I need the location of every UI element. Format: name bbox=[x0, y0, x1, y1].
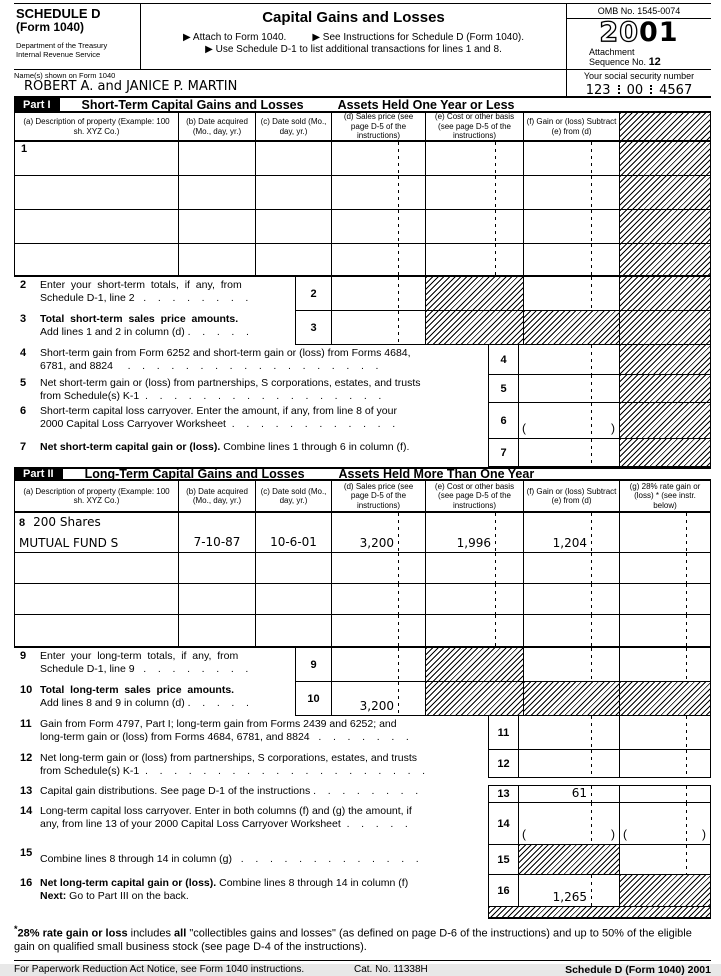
line5-box: 5 bbox=[488, 375, 518, 403]
line7-blocked-g bbox=[619, 439, 711, 467]
paren-close: ) bbox=[702, 827, 706, 841]
part2-label: Part II bbox=[14, 469, 63, 479]
line8-row2 bbox=[14, 553, 711, 584]
line3-blocked-e bbox=[425, 311, 523, 345]
grid-cell-e[interactable] bbox=[425, 615, 523, 648]
form-id-block bbox=[14, 4, 140, 69]
line11-number: 11 bbox=[20, 718, 32, 730]
line11-amount-f[interactable] bbox=[518, 716, 619, 750]
line8-date-sold[interactable]: 10-6-01 bbox=[255, 513, 331, 553]
line10-value: 3,200 bbox=[359, 699, 394, 713]
line14-box: 14 bbox=[488, 803, 518, 845]
sequence-number: 12 bbox=[648, 56, 661, 68]
line5-blocked-g bbox=[619, 375, 711, 403]
line13-amount-g[interactable] bbox=[619, 785, 711, 803]
grid-cell-g-blocked bbox=[619, 210, 711, 244]
grid-cell-e[interactable] bbox=[425, 584, 523, 615]
grid-cell-f[interactable] bbox=[523, 244, 619, 277]
year-solid-digits: 01 bbox=[639, 17, 679, 48]
line13-value: 61 bbox=[571, 786, 587, 800]
line14-amount-f[interactable] bbox=[518, 803, 619, 845]
grid-cell-b[interactable] bbox=[178, 244, 255, 277]
line14-text bbox=[40, 803, 488, 845]
line16-text-1 bbox=[40, 877, 488, 890]
line2-amount-f[interactable] bbox=[523, 277, 619, 311]
line8-gain-value: 1,204 bbox=[552, 536, 587, 550]
line16-box: 16 bbox=[488, 875, 518, 907]
line13-text bbox=[40, 785, 488, 803]
line2-text bbox=[40, 277, 295, 311]
part2-subtitle: Assets Held More Than One Year bbox=[338, 467, 535, 481]
grid-cell-f[interactable] bbox=[523, 210, 619, 244]
line10-amount-d[interactable] bbox=[331, 682, 425, 716]
line3-blocked-f bbox=[523, 311, 619, 345]
name-ssn-row bbox=[14, 70, 711, 98]
line5-number: 5 bbox=[20, 377, 27, 389]
line4-box: 4 bbox=[488, 345, 518, 375]
part1-label: Part I bbox=[14, 98, 60, 111]
footnote-text2: "collectibles gains and losses" (as defined on page D-6 of the instructions) and up to 50% of the eligible gain on qualified small business stock (see page D-4 of the instructions). bbox=[14, 927, 692, 954]
grid-cell-e[interactable] bbox=[425, 210, 523, 244]
line16-amount-f[interactable] bbox=[518, 875, 619, 907]
line13-number: 13 bbox=[20, 785, 33, 797]
ssn-block bbox=[566, 70, 711, 96]
year-outline-digits: 20 bbox=[599, 17, 639, 48]
line16-rest1: Combine lines 8 through 14 in column (f) bbox=[216, 877, 409, 889]
col-f-header: (f) Gain or (loss) Subtract (e) from (d) bbox=[523, 481, 619, 513]
line-2 bbox=[14, 277, 711, 311]
line4-amount-f[interactable] bbox=[518, 345, 619, 375]
ssn-field[interactable] bbox=[567, 83, 711, 98]
paren-open: ( bbox=[522, 421, 526, 435]
line8-sales-price[interactable] bbox=[331, 513, 425, 553]
paren-open: ( bbox=[522, 827, 526, 841]
line2-number: 2 bbox=[20, 279, 27, 291]
col-b-header: (b) Date acquired (Mo., day, yr.) bbox=[178, 481, 255, 513]
line1-row2 bbox=[14, 176, 711, 210]
grid-cell-d[interactable] bbox=[331, 615, 425, 648]
paren-close: ) bbox=[611, 421, 615, 435]
col-g-blocked-header bbox=[619, 113, 711, 142]
see-instructions: ▶ See Instructions for Schedule D (Form 1040). bbox=[312, 32, 524, 43]
line10-text bbox=[40, 682, 295, 716]
grid-cell-b[interactable] bbox=[178, 553, 255, 584]
footnote-bold1: 28% rate gain or loss bbox=[17, 927, 128, 940]
line11-text bbox=[40, 716, 488, 750]
grid-cell-b[interactable] bbox=[178, 615, 255, 648]
line7-rest: Combine lines 1 through 6 in column (f). bbox=[220, 441, 410, 453]
paren-close: ) bbox=[611, 827, 615, 841]
line10-bold: Total long-term sales price amounts. bbox=[40, 684, 235, 696]
part2-column-headers bbox=[14, 481, 711, 513]
grid-cell-g[interactable] bbox=[619, 615, 711, 648]
line11-text-1: Gain from Form 4797, Part I; long-term gain from Forms 2439 and 6252; and bbox=[40, 718, 397, 730]
line16-number: 16 bbox=[20, 877, 33, 889]
grid-cell-c[interactable] bbox=[255, 244, 331, 277]
col-e-header: (e) Cost or other basis (see page D-5 of the instructions) bbox=[425, 113, 523, 142]
line8-description-cell[interactable] bbox=[14, 513, 178, 553]
line2-box: 2 bbox=[295, 277, 331, 311]
grid-cell-f[interactable] bbox=[523, 176, 619, 210]
form-title-block bbox=[140, 4, 566, 69]
footnote-asterisk: * bbox=[14, 924, 18, 934]
line12-text bbox=[40, 750, 488, 778]
taxpayer-name-field[interactable]: ROBERT A. and JANICE P. MARTIN bbox=[24, 79, 238, 94]
line-12 bbox=[14, 750, 711, 778]
line8-number: 8 bbox=[19, 517, 26, 529]
form-header bbox=[14, 3, 711, 70]
paren-open: ( bbox=[623, 827, 627, 841]
line9-amount-g[interactable] bbox=[619, 648, 711, 682]
line2-text-1: Enter your short-term totals, if any, from bbox=[40, 279, 242, 291]
line5-text bbox=[40, 375, 488, 403]
grid-cell-g-blocked bbox=[619, 142, 711, 176]
line7-text bbox=[40, 439, 488, 467]
line13-text-1: Capital gain distributions. See page D-1 of the instructions . . . . . . . . bbox=[40, 785, 419, 797]
grid-cell-c[interactable] bbox=[255, 176, 331, 210]
grid-cell-a[interactable] bbox=[14, 176, 178, 210]
line16-bold1: Net long-term capital gain or (loss). bbox=[40, 877, 217, 889]
line3-number: 3 bbox=[20, 313, 27, 325]
line9-text-2: Schedule D-1, line 9 . . . . . . . . bbox=[40, 662, 249, 675]
part1-title: Short-Term Capital Gains and Losses bbox=[81, 97, 304, 112]
line2-text-2: Schedule D-1, line 2 . . . . . . . . bbox=[40, 291, 249, 304]
col-a-header: (a) Description of property (Example: 100 sh. XYZ Co.) bbox=[14, 481, 178, 513]
ssn-part1: 123 bbox=[585, 83, 611, 98]
attachment-label: Attachment bbox=[589, 47, 635, 57]
line12-amount-g[interactable] bbox=[619, 750, 711, 778]
line7-box: 7 bbox=[488, 439, 518, 467]
grid-cell-a[interactable] bbox=[14, 584, 178, 615]
line10-blocked-g bbox=[619, 682, 711, 716]
line14-amount-g[interactable] bbox=[619, 803, 711, 845]
paperwork-notice: For Paperwork Reduction Act Notice, see Form 1040 instructions. bbox=[14, 963, 305, 975]
line4-number: 4 bbox=[20, 347, 27, 359]
line3-blocked-g bbox=[619, 311, 711, 345]
agency-line2: Internal Revenue Service bbox=[16, 49, 101, 59]
grid-cell-a[interactable] bbox=[14, 210, 178, 244]
agency-line1: Department of the Treasury bbox=[16, 41, 108, 50]
line-5 bbox=[14, 375, 711, 403]
grid-cell-d[interactable] bbox=[331, 584, 425, 615]
grid-cell-d[interactable] bbox=[331, 553, 425, 584]
grid-cell-b[interactable] bbox=[178, 584, 255, 615]
line2-amount-d[interactable] bbox=[331, 277, 425, 311]
grid-cell-a[interactable] bbox=[14, 553, 178, 584]
grid-cell-d[interactable] bbox=[331, 176, 425, 210]
line1-row4 bbox=[14, 244, 711, 277]
col-e-header: (e) Cost or other basis (see page D-5 of the instructions) bbox=[425, 481, 523, 513]
line-7 bbox=[14, 439, 711, 467]
line9-number: 9 bbox=[20, 650, 27, 662]
line13-amount-f[interactable] bbox=[518, 785, 619, 803]
line9-amount-d[interactable] bbox=[331, 648, 425, 682]
line6-text-2: 2000 Capital Loss Carryover Worksheet . . . . . . . . . . . . bbox=[40, 417, 396, 430]
line6-blocked-g bbox=[619, 403, 711, 439]
grid-cell-d[interactable] bbox=[331, 244, 425, 277]
sequence-label: Sequence No. bbox=[589, 57, 647, 67]
line6-text-1: Short-term capital loss carryover. Enter the amount, if any, from line 8 of your bbox=[40, 405, 397, 417]
line9-text-1: Enter your long-term totals, if any, from bbox=[40, 650, 239, 662]
line8-cost-value: 1,996 bbox=[456, 536, 491, 550]
line16-rest2: Go to Part III on the back. bbox=[66, 889, 189, 902]
grid-cell-c[interactable] bbox=[255, 142, 331, 176]
line16-text-2 bbox=[40, 890, 488, 903]
col-a-header: (a) Description of property (Example: 100 sh. XYZ Co.) bbox=[14, 113, 178, 142]
line16-value: 1,265 bbox=[552, 890, 587, 904]
line5-text-2: from Schedule(s) K-1 . . . . . . . . . . . . . . . . . bbox=[40, 389, 382, 402]
line8-row3 bbox=[14, 584, 711, 615]
grid-cell-c[interactable] bbox=[255, 615, 331, 648]
col-c-header: (c) Date sold (Mo., day, yr.) bbox=[255, 113, 331, 142]
schedule-name: SCHEDULE D bbox=[16, 6, 101, 21]
line6-amount-f[interactable] bbox=[518, 403, 619, 439]
line6-box: 6 bbox=[488, 403, 518, 439]
ssn-part3: 4567 bbox=[659, 83, 693, 98]
line-13 bbox=[14, 785, 711, 803]
line12-text-1: Net long-term gain or (loss) from partnerships, S corporations, estates, and trusts bbox=[40, 752, 417, 764]
line3-text bbox=[40, 311, 295, 345]
grid-cell-f[interactable] bbox=[523, 142, 619, 176]
instruction-row bbox=[141, 32, 566, 44]
line-3 bbox=[14, 311, 711, 345]
ssn-part2: 00 bbox=[626, 83, 644, 98]
line5-amount-f[interactable] bbox=[518, 375, 619, 403]
grid-cell-f[interactable] bbox=[523, 615, 619, 648]
line15-box: 15 bbox=[488, 845, 518, 875]
line7-amount-f[interactable] bbox=[518, 439, 619, 467]
line10-text-2: Add lines 8 and 9 in column (d) . . . . . bbox=[40, 696, 249, 709]
line12-gap bbox=[14, 778, 711, 785]
name-label: Name(s) shown on Form 1040 bbox=[14, 71, 116, 80]
form-number: (Form 1040) bbox=[16, 20, 85, 34]
grid-cell-b[interactable] bbox=[178, 176, 255, 210]
grid-cell-c[interactable] bbox=[255, 210, 331, 244]
grid-cell-e[interactable] bbox=[425, 176, 523, 210]
line10-number: 10 bbox=[20, 684, 33, 696]
line6-number: 6 bbox=[20, 405, 27, 417]
line4-text bbox=[40, 345, 488, 375]
line8-cost-basis[interactable] bbox=[425, 513, 523, 553]
line8-date-acquired[interactable]: 7-10-87 bbox=[178, 513, 255, 553]
line2-blocked-g bbox=[619, 277, 711, 311]
line-9 bbox=[14, 648, 711, 682]
line5-text-1: Net short-term gain or (loss) from partnerships, S corporations, estates, and trusts bbox=[40, 377, 421, 389]
grid-cell-e[interactable] bbox=[425, 142, 523, 176]
line10-box: 10 bbox=[295, 682, 331, 716]
line4-text-1: Short-term gain from Form 6252 and short-term gain or (loss) from Forms 4684, bbox=[40, 347, 411, 359]
line9-text bbox=[40, 648, 295, 682]
col-f-header: (f) Gain or (loss) Subtract (e) from (d) bbox=[523, 113, 619, 142]
line12-amount-f[interactable] bbox=[518, 750, 619, 778]
col-b-header: (b) Date acquired (Mo., day, yr.) bbox=[178, 113, 255, 142]
line2-blocked-e bbox=[425, 277, 523, 311]
form-title: Capital Gains and Losses bbox=[262, 9, 445, 26]
part2-bar bbox=[14, 467, 711, 481]
line-11 bbox=[14, 716, 711, 750]
line11-text-2: long-term gain or (loss) from Forms 4684, 6781, and 8824 . . . . . . . bbox=[40, 730, 409, 743]
grid-cell-a[interactable] bbox=[14, 615, 178, 648]
line-15 bbox=[14, 845, 711, 875]
line12-box: 12 bbox=[488, 750, 518, 778]
line3-box: 3 bbox=[295, 311, 331, 345]
line7-number: 7 bbox=[20, 441, 27, 453]
sequence-line bbox=[567, 57, 711, 67]
line1-row3 bbox=[14, 210, 711, 244]
tax-year bbox=[567, 19, 711, 47]
line4-text-2: 6781, and 8824 . . . . . . . . . . . . . . . . . . bbox=[40, 359, 379, 372]
line15-number: 15 bbox=[20, 847, 33, 859]
line14-number: 14 bbox=[20, 805, 33, 817]
omb-number: OMB No. 1545-0074 bbox=[567, 4, 711, 19]
line1-row1 bbox=[14, 142, 711, 176]
line11-amount-g[interactable] bbox=[619, 716, 711, 750]
line12-text-2: from Schedule(s) K-1 . . . . . . . . . . . . . . . . . . . . bbox=[40, 764, 426, 777]
col-d-header: (d) Sales price (see page D-5 of the instructions) bbox=[331, 113, 425, 142]
line8-desc-line1 bbox=[19, 515, 178, 529]
line15-text bbox=[40, 845, 488, 875]
ssn-divider bbox=[618, 85, 620, 98]
page-footer bbox=[14, 960, 711, 976]
line-16 bbox=[14, 875, 711, 907]
grid-cell-d[interactable] bbox=[331, 210, 425, 244]
grid-cell-f[interactable] bbox=[523, 584, 619, 615]
part2-title: Long-Term Capital Gains and Losses bbox=[84, 467, 305, 481]
line3-amount-d[interactable] bbox=[331, 311, 425, 345]
footnote-bold2: all bbox=[174, 927, 187, 940]
line12-number: 12 bbox=[20, 752, 33, 764]
line3-bold: Total short-term sales price amounts. bbox=[40, 313, 239, 325]
footnote bbox=[14, 919, 711, 955]
grid-cell-b[interactable] bbox=[178, 142, 255, 176]
line15-amount-g[interactable] bbox=[619, 845, 711, 875]
col-g-header: (g) 28% rate gain or (loss) * (see instr. below) bbox=[619, 481, 711, 513]
line9-amount-f[interactable] bbox=[523, 648, 619, 682]
line-4 bbox=[14, 345, 711, 375]
line16-bold2: Next: bbox=[40, 889, 67, 902]
line8-row4 bbox=[14, 615, 711, 648]
grid-cell-g-blocked bbox=[619, 176, 711, 210]
line15-blocked-f bbox=[518, 845, 619, 875]
ssn-divider bbox=[650, 85, 652, 98]
line8-gain[interactable] bbox=[523, 513, 619, 553]
part1-bar bbox=[14, 98, 711, 113]
strip-spacer bbox=[14, 907, 488, 919]
part1-column-headers bbox=[14, 113, 711, 142]
grid-cell-a[interactable] bbox=[14, 244, 178, 277]
line-10 bbox=[14, 682, 711, 716]
part1-subtitle: Assets Held One Year or Less bbox=[337, 97, 515, 112]
col-c-header: (c) Date sold (Mo., day, yr.) bbox=[255, 481, 331, 513]
grid-cell-g-blocked bbox=[619, 244, 711, 277]
line16-text bbox=[40, 875, 488, 907]
grid-cell-f[interactable] bbox=[523, 553, 619, 584]
line13-box: 13 bbox=[488, 785, 518, 803]
grid-cell-b[interactable] bbox=[178, 210, 255, 244]
line11-box: 11 bbox=[488, 716, 518, 750]
line7-text-1 bbox=[40, 441, 488, 454]
line-6 bbox=[14, 403, 711, 439]
line-14 bbox=[14, 803, 711, 845]
strip-blocked bbox=[488, 907, 711, 919]
line15-text-1: Combine lines 8 through 14 in column (g) . . . . . . . . . . . . . bbox=[40, 853, 419, 865]
line10-blocked-e bbox=[425, 682, 523, 716]
line3-text-2: Add lines 1 and 2 in column (d) . . . . . bbox=[40, 325, 249, 338]
line9-box: 9 bbox=[295, 648, 331, 682]
catalog-number: Cat. No. 11338H bbox=[354, 963, 428, 975]
line8-desc-line2: MUTUAL FUND S bbox=[19, 536, 119, 550]
line14-text-2: any, from line 13 of your 2000 Capital Loss Carryover Worksheet . . . . . bbox=[40, 817, 408, 830]
line16-blocked-g bbox=[619, 875, 711, 907]
line1-number-cell[interactable]: 1 bbox=[14, 142, 178, 176]
schedule-d1-instruction: ▶ Use Schedule D-1 to list additional transactions for lines 1 and 8. bbox=[205, 44, 502, 55]
name-block bbox=[14, 70, 566, 96]
line8-28rate[interactable] bbox=[619, 513, 711, 553]
line8-desc1: 200 Shares bbox=[33, 515, 101, 529]
line7-bold: Net short-term capital gain or (loss). bbox=[40, 441, 221, 453]
footnote-text1: includes bbox=[127, 927, 175, 940]
line10-text-1 bbox=[40, 684, 295, 697]
line10-blocked-f bbox=[523, 682, 619, 716]
line14-text-1: Long-term capital loss carryover. Enter in both columns (f) and (g) the amount, if bbox=[40, 805, 412, 817]
line8-sales-value: 3,200 bbox=[359, 536, 394, 550]
attach-instruction: ▶ Attach to Form 1040. bbox=[183, 32, 287, 43]
bottom-hatch-strip bbox=[14, 907, 711, 919]
grid-cell-e[interactable] bbox=[425, 553, 523, 584]
line3-text-1 bbox=[40, 313, 295, 326]
line8-row1 bbox=[14, 513, 711, 553]
grid-cell-d[interactable] bbox=[331, 142, 425, 176]
grid-cell-c[interactable] bbox=[255, 584, 331, 615]
line4-blocked-g bbox=[619, 345, 711, 375]
omb-year-block bbox=[566, 4, 711, 69]
grid-cell-e[interactable] bbox=[425, 244, 523, 277]
ssn-label: Your social security number bbox=[583, 71, 695, 81]
grid-cell-g[interactable] bbox=[619, 553, 711, 584]
col-d-header: (d) Sales price (see page D-5 of the instructions) bbox=[331, 481, 425, 513]
grid-cell-g[interactable] bbox=[619, 584, 711, 615]
grid-cell-c[interactable] bbox=[255, 553, 331, 584]
line9-blocked-e bbox=[425, 648, 523, 682]
line6-text bbox=[40, 403, 488, 439]
form-footer-id: Schedule D (Form 1040) 2001 bbox=[565, 963, 711, 976]
